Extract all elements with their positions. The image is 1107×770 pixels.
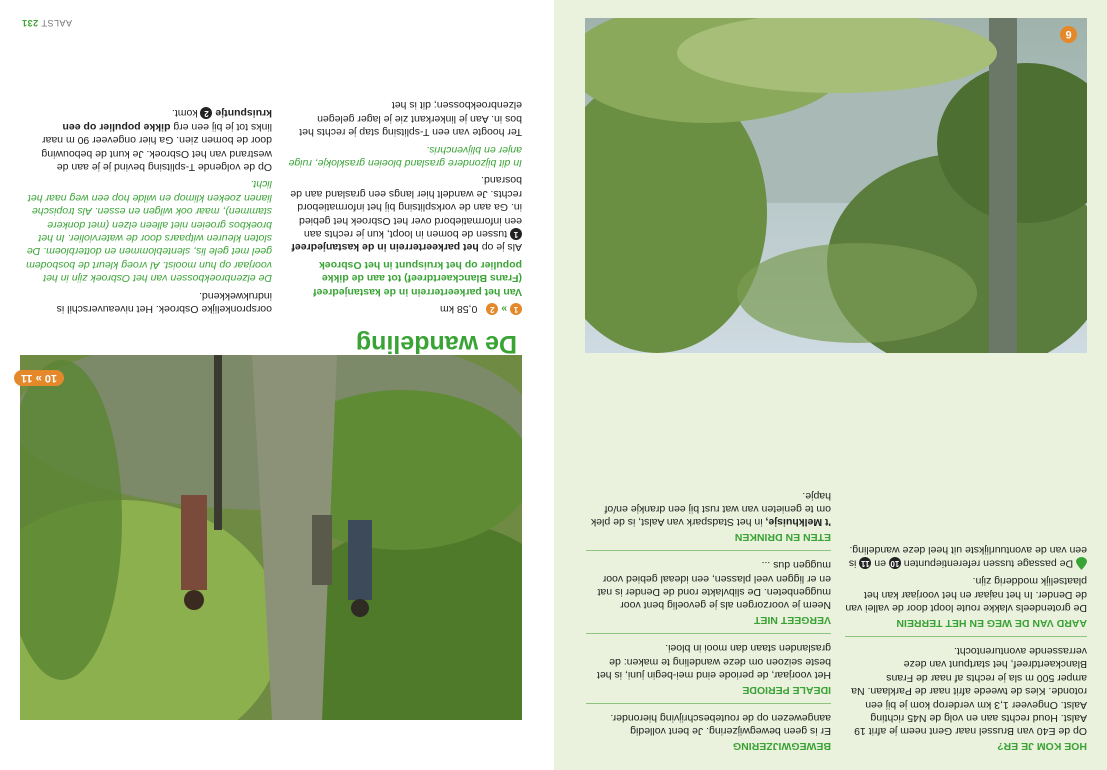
section-ideal-period: [586, 641, 831, 696]
route-from-number: 1: [510, 303, 522, 315]
reference-number: 11: [861, 559, 870, 569]
route-paragraph: [20, 106, 272, 173]
section-heading: IDEALE PERIODE: [742, 683, 831, 696]
section-signposting: [586, 711, 831, 752]
section-food-drink: [586, 488, 831, 543]
section-heading: BEWEGWIJZERING: [732, 740, 831, 752]
divider: [586, 550, 831, 551]
route-distance: 0,58 km: [440, 303, 478, 315]
info-column-a: [845, 539, 1087, 752]
footer-label: AALST: [41, 18, 72, 28]
lake-photo: [585, 18, 1087, 353]
text-run: tussen de bomen in loopt, kun je rechts aan een informatiebord over het Osbroek het gebied in. Ga aan de vorksplitsing bij het informatiebord rechts. Je wandelt hier langs een grasland aan de bosrand.: [290, 174, 522, 240]
page-footer: [22, 18, 72, 28]
walk-column-2: [20, 102, 272, 315]
photo-badge-6: 6: [1060, 26, 1077, 43]
location-name: het parkeerterrein in de kastanjedreef: [291, 241, 479, 254]
text-run: Op de volgende T-splitsing bevind je je aan de westrand van het Osbroek. Je kunt de bebouwing door de bomen zien. Ga hier ongeveer 90 m naar links tot je bij een erg: [41, 120, 272, 173]
note-suffix: is een van de avontuurlijkste uit heel deze wandeling.: [848, 544, 1087, 570]
section-body: De grotendeels vlakke route loopt door de vallei van de Dender. In het najaar en het voorjaar kan het plaatselijk modderig zijn.: [845, 575, 1087, 615]
divider: [845, 636, 1087, 637]
divider: [586, 703, 831, 704]
route-paragraph: [287, 173, 522, 253]
forest-photo: [20, 355, 522, 720]
reference-number: 10: [890, 559, 900, 569]
divider: [586, 633, 831, 634]
location-name: dikke populier op een kruispuntje: [62, 107, 272, 133]
section-terrain: [845, 574, 1087, 629]
water-drop-icon: [1076, 557, 1087, 570]
section-heading: ETEN EN DRINKEN: [734, 530, 831, 543]
nature-note: In dit bijzondere grasland bloeien grasklokje, ruige anjer en blijvenchris.: [288, 143, 522, 169]
route-paragraph: oorspronkelijke Osbroek. Het niveauverschil is indrukwekkend.: [56, 289, 272, 315]
section-body: Er is geen bewegwijzering. Je bent volledig aangewezen op de routebeschrijving hieronder.: [610, 712, 831, 738]
route-to-number: 2: [486, 303, 498, 315]
note-paragraph: [845, 543, 1087, 570]
section-how-to-get-there: [845, 644, 1087, 752]
route-separator: »: [501, 303, 508, 315]
left-page: [554, 0, 1107, 770]
text-run: komt.: [171, 107, 198, 120]
text-run: Als je op: [481, 241, 522, 254]
reference-number: 1: [510, 228, 522, 240]
section-heading: VERGEET NIET: [753, 613, 831, 626]
section-heading: AARD VAN DE WEG EN HET TERREIN: [896, 616, 1087, 629]
venue-text: in het Stadspark van Aalst, is de plek om te genieten van wat rust bij een drankje en/of hapje.: [590, 489, 831, 529]
section-heading: HOE KOM JE ER?: [997, 740, 1087, 752]
section-body: Het voorjaar, de periode eind mei-begin juni, is het beste seizoen om deze wandeling te maken: de graslanden staan dan mooi in bloei.: [596, 642, 831, 682]
venue-name: 't Melkhuisje,: [765, 516, 831, 529]
section-body: Neem je voorzorgen als je gevoelig bent voor muggenbeten. De slibvlakte rond de Dender is nat en er liggen veel plassen, een ideaal gebied voor muggen dus ...: [597, 559, 831, 612]
section-body: Op de E40 van Brussel naar Gent neem je afrit 19 Aalst. Houd rechts aan en volg de N45 richting Aalst. Ongeveer 1,3 km verderop kom je bij een rotonde. Kies de tweede afrit naar de Parklaan. Na amper 500 m sla je rechts af naar de Frans Blanckaertdreef, het startpunt van deze verrassende avonturentocht.: [851, 645, 1087, 738]
nature-note: De elzenbroekbossen van het Osbroek zijn in het voorjaar op hun mooist. Al vroeg kleurt de bosbodem geel met gele lis, slenteblommen en dotterbloem. De sloten kleuren witpaars door de waterviolier. In het broekbos groeien niet alleen elzen (met donkere stammen), maar ook wilgen en essen. Als tropische lianen zoeken klimop en wilde hop een weg naar het licht.: [26, 178, 272, 285]
walk-column-1: [287, 94, 522, 315]
page-title: De wandeling: [355, 330, 517, 358]
photo-badge-range: 10 » 11: [14, 370, 64, 386]
info-column-b: [586, 484, 831, 752]
route-paragraph: Ter hoogte van een T-splitsing stap je rechts het bos in. Aan je linkerkant zie je lager gelegen elzenbroekbossen; dit is het: [299, 99, 522, 139]
route-lead: Van het parkeerterrein in de kastanjedreef (Frans Blanckaertdreef) tot aan de dikke populier op het kruispunt in het Osbroek: [313, 258, 522, 298]
page-number: 231: [21, 18, 39, 28]
reference-number: 2: [200, 107, 212, 119]
note-connector: en: [874, 557, 886, 570]
section-dont-forget: [586, 558, 831, 626]
section-body: [586, 488, 831, 528]
note-prefix: De passage tussen referentiepunten: [903, 557, 1074, 570]
route-header: [287, 302, 522, 315]
